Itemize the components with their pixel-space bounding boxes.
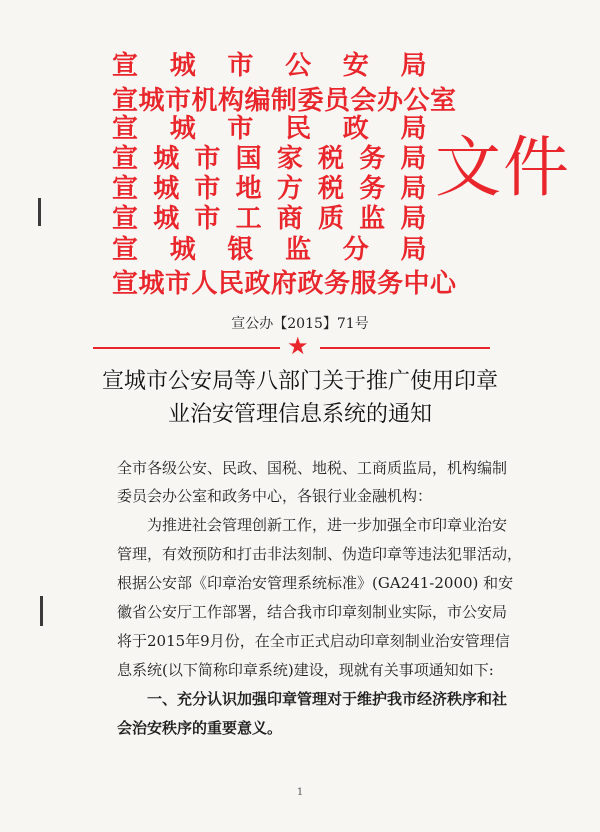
paragraph-line: 为推进社会管理创新工作，进一步加强全市印章业治安 <box>147 516 508 534</box>
department-char: 局 <box>400 51 427 81</box>
department-char: 税 <box>318 144 345 174</box>
department-char: 局 <box>400 114 427 144</box>
department-1 <box>112 53 427 80</box>
department-char: 局 <box>400 144 427 174</box>
department-char: 城 <box>153 204 180 234</box>
department-char: 宣 <box>112 235 139 265</box>
department-char: 公 <box>285 51 312 81</box>
red-rule-right <box>320 347 490 349</box>
paragraph-line: 徽省公安厅工作部署，结合我市印章刻制业实际，市公安局 <box>117 603 508 621</box>
paragraph-line: 管理，有效预防和打击非法刻制、伪造印章等违法犯罪活动， <box>117 545 523 563</box>
recipients-line1: 全市各级公安、民政、国税、地税、工商质监局，机构编制 <box>117 459 508 477</box>
department-char: 城 <box>169 114 197 144</box>
department-char: 务 <box>359 144 386 174</box>
department-char: 税 <box>318 174 345 204</box>
document-number: 宣公办【2015】71号 <box>231 316 369 332</box>
department-char: 城 <box>169 235 197 265</box>
department-char: 宣 <box>112 204 139 234</box>
star-icon: ★ <box>287 332 309 360</box>
department-char: 宣 <box>112 51 139 81</box>
department-2: 宣城市机构编制委员会办公室 <box>112 86 457 116</box>
department-3 <box>112 116 427 143</box>
page-number: 1 <box>296 787 304 798</box>
department-char: 市 <box>194 204 221 234</box>
department-char: 安 <box>342 51 370 81</box>
department-4 <box>112 146 427 173</box>
document-title-line1: 宣城市公安局等八部门关于推广使用印章 <box>101 369 498 394</box>
department-6 <box>112 206 427 233</box>
department-char: 宣 <box>112 144 139 174</box>
department-char: 市 <box>194 174 221 204</box>
section-heading-line2: 会治安秩序的重要意义。 <box>117 719 283 737</box>
department-char: 务 <box>359 174 386 204</box>
department-char: 局 <box>400 204 427 234</box>
section-heading-line1: 一、充分认识加强印章管理对于维护我市经济秩序和社 <box>147 690 508 708</box>
paragraph-line: 将于2015年9月份，在全市正式启动印章刻制业治安管理信 <box>117 632 510 650</box>
binding-mark-top <box>38 198 41 226</box>
paragraph-line: 根据公安部《印章治安管理系统标准》(GA241-2000) 和安 <box>117 574 514 592</box>
department-char: 市 <box>227 51 254 81</box>
department-char: 城 <box>153 144 180 174</box>
department-char: 地 <box>235 174 263 204</box>
department-8: 宣城市人民政府政务服务中心 <box>112 269 457 299</box>
department-char: 质 <box>318 204 345 234</box>
department-char: 宣 <box>112 174 139 204</box>
department-char: 家 <box>276 144 304 174</box>
department-char: 监 <box>359 204 386 234</box>
department-char: 城 <box>169 51 197 81</box>
department-char: 局 <box>400 174 427 204</box>
department-char: 国 <box>235 144 263 174</box>
document-title-line2: 业治安管理信息系统的通知 <box>167 402 432 427</box>
department-char: 分 <box>342 235 370 265</box>
wenjian-suffix: 文件 <box>435 129 571 206</box>
recipients-line2: 委员会办公室和政务中心，各银行业金融机构： <box>117 487 433 505</box>
department-char: 局 <box>400 235 427 265</box>
department-char: 银 <box>227 235 254 265</box>
department-char: 监 <box>285 235 312 265</box>
binding-mark-bottom <box>40 596 43 626</box>
department-char: 商 <box>276 204 304 234</box>
paragraph-line: 息系统(以下简称印章系统)建设，现就有关事项通知如下: <box>117 661 494 679</box>
department-char: 市 <box>227 114 254 144</box>
department-char: 政 <box>342 114 370 144</box>
department-5 <box>112 176 427 203</box>
department-char: 城 <box>153 174 180 204</box>
department-char: 市 <box>194 144 221 174</box>
department-char: 方 <box>276 174 304 204</box>
red-rule-left <box>93 347 280 349</box>
department-7 <box>112 237 427 264</box>
department-char: 工 <box>235 204 263 234</box>
department-char: 宣 <box>112 114 139 144</box>
department-char: 民 <box>285 114 312 144</box>
